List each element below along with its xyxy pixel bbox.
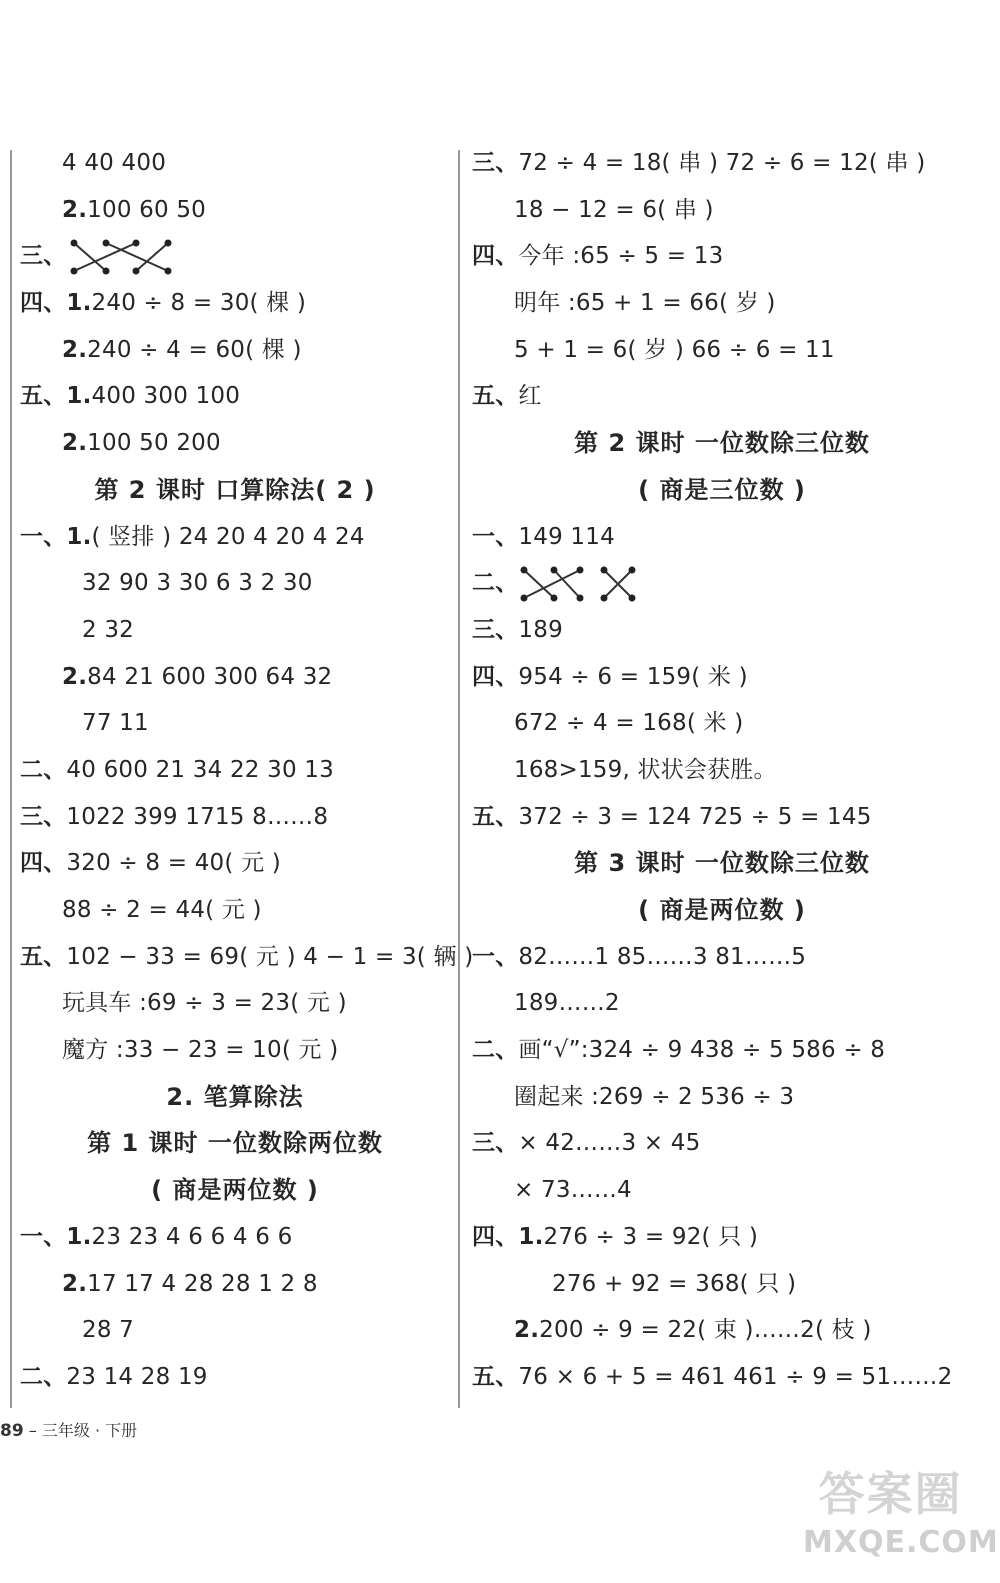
answer-line: [472, 794, 972, 841]
answer-text: 168>159, 状状会获胜。: [514, 756, 777, 783]
answer-text: 1022 399 1715 8……8: [66, 803, 329, 830]
answer-line: [472, 514, 972, 561]
page-number: 89: [0, 1421, 24, 1441]
question-number: 2.: [62, 336, 88, 363]
answer-text: 23 23 4 6 6 4 6 6: [91, 1223, 293, 1250]
answer-text: 88 ÷ 2 = 44( 元 ): [62, 897, 262, 923]
answer-line: [20, 980, 450, 1027]
answer-text: 23 14 28 19: [66, 1363, 208, 1390]
answer-text: 189……2: [514, 990, 620, 1017]
answer-text: 100 60 50: [87, 196, 207, 223]
section-heading: ( 商是三位数 ): [638, 475, 806, 504]
answer-line: [472, 140, 972, 187]
answer-line: [472, 1074, 972, 1121]
answer-line: [20, 140, 450, 187]
question-number: 二、: [472, 570, 519, 597]
question-number: 2.: [62, 430, 88, 457]
page-footer: [0, 1418, 137, 1441]
matching-lines-diagram: [66, 237, 196, 277]
footer-separator: –: [28, 1421, 37, 1440]
answer-text: 672 ÷ 4 = 168( 米 ): [514, 710, 744, 737]
question-number: 三、: [472, 1130, 519, 1157]
answer-text: 77 11: [82, 710, 149, 737]
answer-text: 画“√”:324 ÷ 9 438 ÷ 5 586 ÷ 8: [518, 1037, 886, 1064]
question-number: 一、: [472, 943, 519, 970]
answer-text: 102 − 33 = 69( 元 ) 4 − 1 = 3( 辆 ): [66, 943, 474, 970]
answer-text: 76 × 6 + 5 = 461 461 ÷ 9 = 51……2: [518, 1363, 953, 1390]
answer-line: [20, 280, 450, 327]
question-number: 一、1.: [20, 1223, 92, 1250]
answer-line: [472, 1027, 972, 1074]
answer-line: [472, 747, 972, 794]
answer-line: [20, 934, 474, 981]
answer-line: [472, 560, 972, 607]
question-number: 四、1.: [472, 1223, 544, 1250]
question-number: 三、: [472, 150, 519, 176]
answer-text: 18 − 12 = 6( 串 ): [514, 196, 714, 223]
answer-line: [472, 934, 972, 981]
question-number: 五、1.: [20, 383, 92, 410]
answer-text: 4 40 400: [62, 150, 167, 176]
section-heading: 第 1 课时 一位数除两位数: [87, 1129, 383, 1158]
question-number: 2.: [62, 1270, 88, 1297]
answer-line: [472, 607, 972, 654]
answer-text: 圈起来 :269 ÷ 2 536 ÷ 3: [514, 1083, 795, 1110]
section-heading: 第 3 课时 一位数除三位数: [574, 849, 870, 878]
question-number: 2.: [62, 663, 88, 690]
question-number: 一、: [472, 523, 519, 550]
matching-lines-diagram-2: [518, 564, 638, 604]
question-number: 四、: [472, 243, 519, 270]
question-number: 四、: [472, 663, 519, 690]
watermark-site: MXQE.COM: [803, 1525, 999, 1560]
answer-line: [20, 1214, 450, 1261]
section-heading: 2. 笔算除法: [166, 1082, 304, 1111]
question-number: 三、: [472, 616, 519, 643]
answer-text: 玩具车 :69 ÷ 3 = 23( 元 ): [62, 990, 347, 1017]
answer-text: 189: [518, 616, 563, 643]
answer-line: [472, 1214, 972, 1261]
answer-line: [472, 654, 972, 701]
answer-text: 2 32: [82, 616, 135, 643]
left-margin-rule: [10, 150, 12, 1408]
answer-line: [20, 887, 450, 934]
answer-line: [20, 794, 450, 841]
answer-line: [20, 420, 450, 467]
left-column: [20, 140, 474, 1401]
question-number: 2.: [62, 196, 88, 223]
answer-line: [472, 233, 972, 280]
answer-line: [20, 187, 450, 234]
answer-line: [472, 373, 972, 420]
answer-text: 276 + 92 = 368( 只 ): [552, 1270, 797, 1297]
question-number: 三、: [20, 243, 67, 270]
question-number: 五、: [472, 803, 519, 830]
answer-line: [20, 373, 450, 420]
answer-line: [20, 607, 450, 654]
question-number: 五、: [472, 383, 519, 410]
answer-line: [472, 280, 972, 327]
answer-line: [20, 700, 450, 747]
right-column: [472, 140, 972, 1401]
section-heading: 第 2 课时 口算除法( 2 ): [94, 475, 376, 504]
answer-line: [472, 1261, 972, 1308]
book-label: 三年级 · 下册: [41, 1421, 138, 1440]
question-number: 五、: [472, 1363, 519, 1390]
answer-text: 今年 :65 ÷ 5 = 13: [518, 243, 724, 270]
answer-text: 84 21 600 300 64 32: [87, 663, 333, 690]
answer-text: 240 ÷ 8 = 30( 棵 ): [91, 290, 307, 317]
answer-line: [20, 1027, 450, 1074]
site-watermark: [803, 1463, 999, 1573]
question-number: 二、: [20, 756, 67, 783]
watermark-logo-text: 答案圈: [818, 1467, 963, 1521]
answer-line: [472, 700, 972, 747]
question-number: 五、: [20, 943, 67, 970]
answer-text: 5 + 1 = 6( 岁 ) 66 ÷ 6 = 11: [514, 336, 835, 363]
answer-text: 40 600 21 34 22 30 13: [66, 756, 334, 783]
answer-line: [472, 187, 972, 234]
section-heading: 第 2 课时 一位数除三位数: [574, 429, 870, 458]
answer-line: [20, 1307, 450, 1354]
answer-line: [20, 654, 450, 701]
answer-line: [472, 980, 972, 1027]
answer-text: × 42……3 × 45: [518, 1130, 701, 1157]
answer-text: 320 ÷ 8 = 40( 元 ): [66, 850, 281, 877]
answer-line: [472, 327, 972, 374]
answer-text: 200 ÷ 9 = 22( 束 )……2( 枝 ): [539, 1317, 872, 1344]
section-heading: ( 商是两位数 ): [638, 896, 806, 924]
answer-line: [20, 1354, 450, 1401]
answer-text: 72 ÷ 4 = 18( 串 ) 72 ÷ 6 = 12( 串 ): [518, 150, 926, 176]
question-number: 二、: [20, 1363, 67, 1390]
answer-text: ( 竖排 ) 24 20 4 20 4 24: [91, 523, 365, 550]
question-number: 2.: [514, 1317, 540, 1344]
question-number: 二、: [472, 1037, 519, 1064]
answer-text: 明年 :65 + 1 = 66( 岁 ): [514, 290, 776, 317]
answer-text: 100 50 200: [87, 430, 221, 457]
answer-line: [20, 840, 450, 887]
question-number: 三、: [20, 803, 67, 830]
answer-text: 28 7: [82, 1317, 135, 1344]
answer-text: 276 ÷ 3 = 92( 只 ): [543, 1223, 759, 1250]
answer-text: 魔方 :33 − 23 = 10( 元 ): [62, 1037, 339, 1064]
answer-line: [20, 1261, 450, 1308]
answer-text: 400 300 100: [91, 383, 241, 410]
question-number: 一、1.: [20, 523, 92, 550]
answer-line: [472, 1307, 972, 1354]
answer-text: 32 90 3 30 6 3 2 30: [82, 570, 313, 597]
answer-line: [20, 514, 450, 561]
answer-text: 954 ÷ 6 = 159( 米 ): [518, 663, 748, 690]
answer-text: 240 ÷ 4 = 60( 棵 ): [87, 336, 302, 363]
answer-line: [20, 560, 450, 607]
answer-line: [20, 747, 450, 794]
answer-line: [472, 1120, 972, 1167]
column-divider: [458, 150, 460, 1408]
question-number: 四、: [20, 850, 67, 877]
question-number: 四、1.: [20, 290, 92, 317]
answer-line: [20, 233, 450, 280]
answer-line: [472, 1354, 972, 1401]
answer-text: 红: [518, 383, 542, 410]
section-heading: ( 商是两位数 ): [151, 1176, 319, 1205]
answer-line: [20, 327, 450, 374]
answer-text: 372 ÷ 3 = 124 725 ÷ 5 = 145: [518, 803, 872, 830]
answer-text: × 73……4: [514, 1177, 632, 1204]
answer-text: 149 114: [518, 523, 615, 550]
answer-line: [472, 1167, 972, 1214]
answer-text: 82……1 85……3 81……5: [518, 943, 807, 970]
answer-text: 17 17 4 28 28 1 2 8: [87, 1270, 318, 1297]
